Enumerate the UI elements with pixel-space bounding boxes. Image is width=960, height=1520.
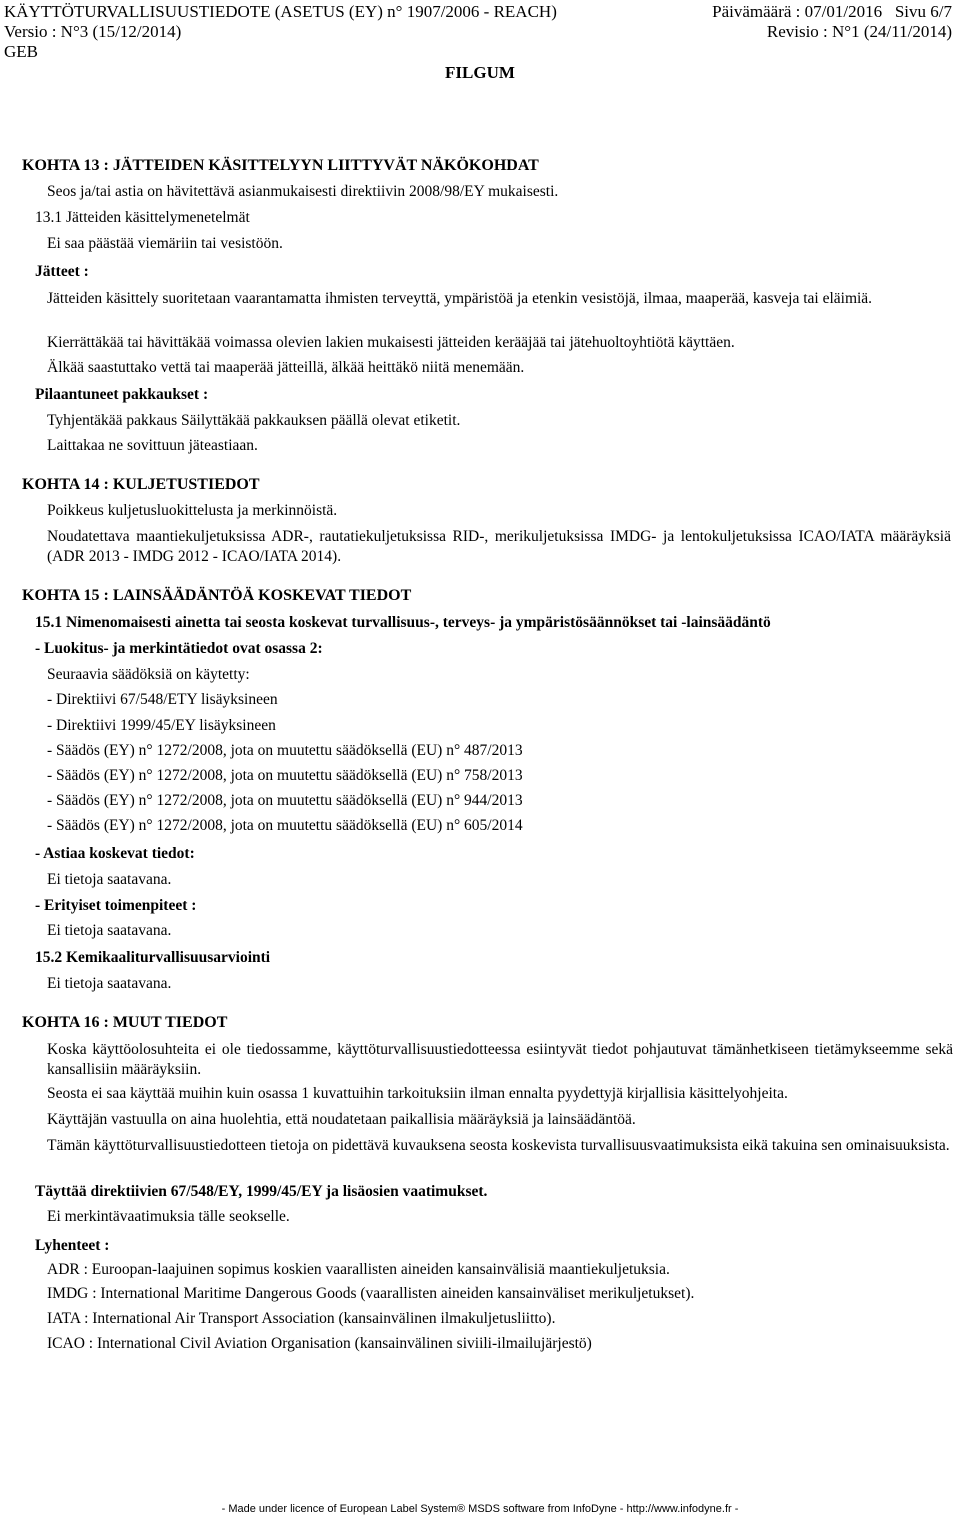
date-page-info: Päivämäärä : 07/01/2016 Sivu 6/7 [712, 2, 952, 21]
container-info-label: - Astiaa koskevat tiedot: [35, 845, 195, 862]
section-13-1-title: 13.1 Jätteiden käsittelymenetelmät [35, 209, 250, 226]
company-code: GEB [4, 42, 38, 61]
revision-info: Revisio : N°1 (24/11/2014) [766, 22, 952, 41]
packaging-label: Pilaantuneet pakkaukset : [35, 386, 209, 403]
regulation-item: - Säädös (EY) n° 1272/2008, jota on muutettu säädöksellä (EU) n° 944/2013 [47, 792, 523, 809]
section-14-heading: KOHTA 14 : KULJETUSTIEDOT [22, 476, 260, 493]
waste-paragraph-1: Jätteiden käsittely suoritetaan vaarantamatta ihmisten terveyttä, ympäristöä ja etenkin vesistöjä, ilmaa, maaperää, kasveja tai eläimiä. [47, 290, 873, 307]
abbreviation-item: ICAO : International Civil Aviation Organisation (kansainvälinen siviili-ilmailujärjestö) [47, 1335, 592, 1352]
abbreviation-item: IMDG : International Maritime Dangerous Goods (vaarallisten aineiden kansainväliset merikuljetukset). [47, 1285, 695, 1302]
section-15-2-text: Ei tietoja saatavana. [47, 975, 172, 992]
section-16-paragraph-1: Koska käyttöolosuhteita ei ole tiedossamme, käyttöturvallisuustiedotteessa esiintyvät tiedot pohjautuvat tämänhetkiseen tietämykseemme sekä kansallisiin määräyksiin. [47, 1041, 953, 1078]
section-15-heading: KOHTA 15 : LAINSÄÄDÄNTÖÄ KOSKEVAT TIEDOT [22, 587, 412, 604]
regulation-item: - Säädös (EY) n° 1272/2008, jota on muutettu säädöksellä (EU) n° 487/2013 [47, 742, 523, 759]
page-footer: - Made under licence of European Label System® MSDS software from InfoDyne - http://www.infodyne.fr - [221, 1503, 739, 1515]
section-14-paragraph-2: Noudatettava maantiekuljetuksissa ADR-, rautatiekuljetuksissa RID-, merikuljetuksissa IMDG- ja lentokuljetuksissa ICAO/IATA määräyksiä (ADR 2013 - IMDG 2012 - ICAO/IATA 2014). [47, 528, 951, 565]
classification-label: - Luokitus- ja merkintätiedot ovat osassa 2: [35, 640, 323, 657]
section-15-2-title: 15.2 Kemikaaliturvallisuusarviointi [35, 949, 271, 966]
abbreviation-item: ADR : Euroopan-laajuinen sopimus koskien vaarallisten aineiden kansainvälisiä maantiekuljetuksia. [47, 1261, 670, 1278]
section-16-paragraph-4: Tämän käyttöturvallisuustiedotteen tietoja on pidettävä kuvauksena seosta koskevista turvallisuusvaatimuksista eikä takuina sen ominaisuuksista. [47, 1137, 950, 1154]
container-info-text: Ei tietoja saatavana. [47, 871, 172, 888]
regulations-intro: Seuraavia säädöksiä on käytetty: [47, 666, 250, 683]
packaging-paragraph-2: Laittakaa ne sovittuun jäteastiaan. [47, 437, 258, 454]
regulation-item: - Direktiivi 67/548/ETY lisäyksineen [47, 691, 278, 708]
special-measures-label: - Erityiset toimenpiteet : [35, 897, 197, 914]
product-name: FILGUM [445, 63, 515, 82]
section-13-heading: KOHTA 13 : JÄTTEIDEN KÄSITTELYYN LIITTYVÄT NÄKÖKOHDAT [22, 157, 539, 174]
packaging-paragraph-1: Tyhjentäkää pakkaus Säilyttäkää pakkauksen päällä olevat etiketit. [47, 412, 461, 429]
version-info: Versio : N°3 (15/12/2014) [4, 22, 182, 41]
waste-paragraph-2: Kierrättäkää tai hävittäkää voimassa olevien lakien mukaisesti jätteiden kerääjää tai jätehuoltoyhtiötä käyttäen. [47, 334, 735, 351]
directive-compliance-text: Ei merkintävaatimuksia tälle seokselle. [47, 1208, 290, 1225]
waste-paragraph-3: Älkää saastuttako vettä tai maaperää jätteillä, älkää heittäkö niitä menemään. [47, 359, 525, 376]
abbreviations-label: Lyhenteet : [35, 1237, 110, 1254]
directive-compliance-label: Täyttää direktiivien 67/548/EY, 1999/45/EY ja lisäosien vaatimukset. [35, 1183, 488, 1200]
regulation-item: - Säädös (EY) n° 1272/2008, jota on muutettu säädöksellä (EU) n° 605/2014 [47, 817, 523, 834]
document-title: KÄYTTÖTURVALLISUUSTIEDOTE (ASETUS (EY) n° 1907/2006 - REACH) [4, 2, 557, 21]
regulation-item: - Direktiivi 1999/45/EY lisäyksineen [47, 717, 276, 734]
waste-label: Jätteet : [35, 263, 89, 280]
abbreviation-item: IATA : International Air Transport Association (kansainvälinen ilmakuljetusliitto). [47, 1310, 556, 1327]
section-16-paragraph-3: Käyttäjän vastuulla on aina huolehtia, että noudatetaan paikallisia määräyksiä ja lainsäädäntöä. [47, 1111, 636, 1128]
section-14-paragraph-1: Poikkeus kuljetusluokittelusta ja merkinnöistä. [47, 502, 338, 519]
section-15-1-title: 15.1 Nimenomaisesti ainetta tai seosta koskevat turvallisuus-, terveys- ja ympäristösäännökset tai -lainsäädäntö [35, 614, 771, 631]
section-16-paragraph-2: Seosta ei saa käyttää muihin kuin osassa 1 kuvattuihin tarkoituksiin ilman ennalta pyydettyjä kirjallisia käsittelyohjeita. [47, 1085, 788, 1102]
regulation-item: - Säädös (EY) n° 1272/2008, jota on muutettu säädöksellä (EU) n° 758/2013 [47, 767, 523, 784]
section-13-intro: Seos ja/tai astia on hävitettävä asianmukaisesti direktiivin 2008/98/EY mukaisesti. [47, 183, 559, 200]
special-measures-text: Ei tietoja saatavana. [47, 922, 172, 939]
section-13-1-text: Ei saa päästää viemäriin tai vesistöön. [47, 235, 283, 252]
section-16-heading: KOHTA 16 : MUUT TIEDOT [22, 1014, 228, 1031]
